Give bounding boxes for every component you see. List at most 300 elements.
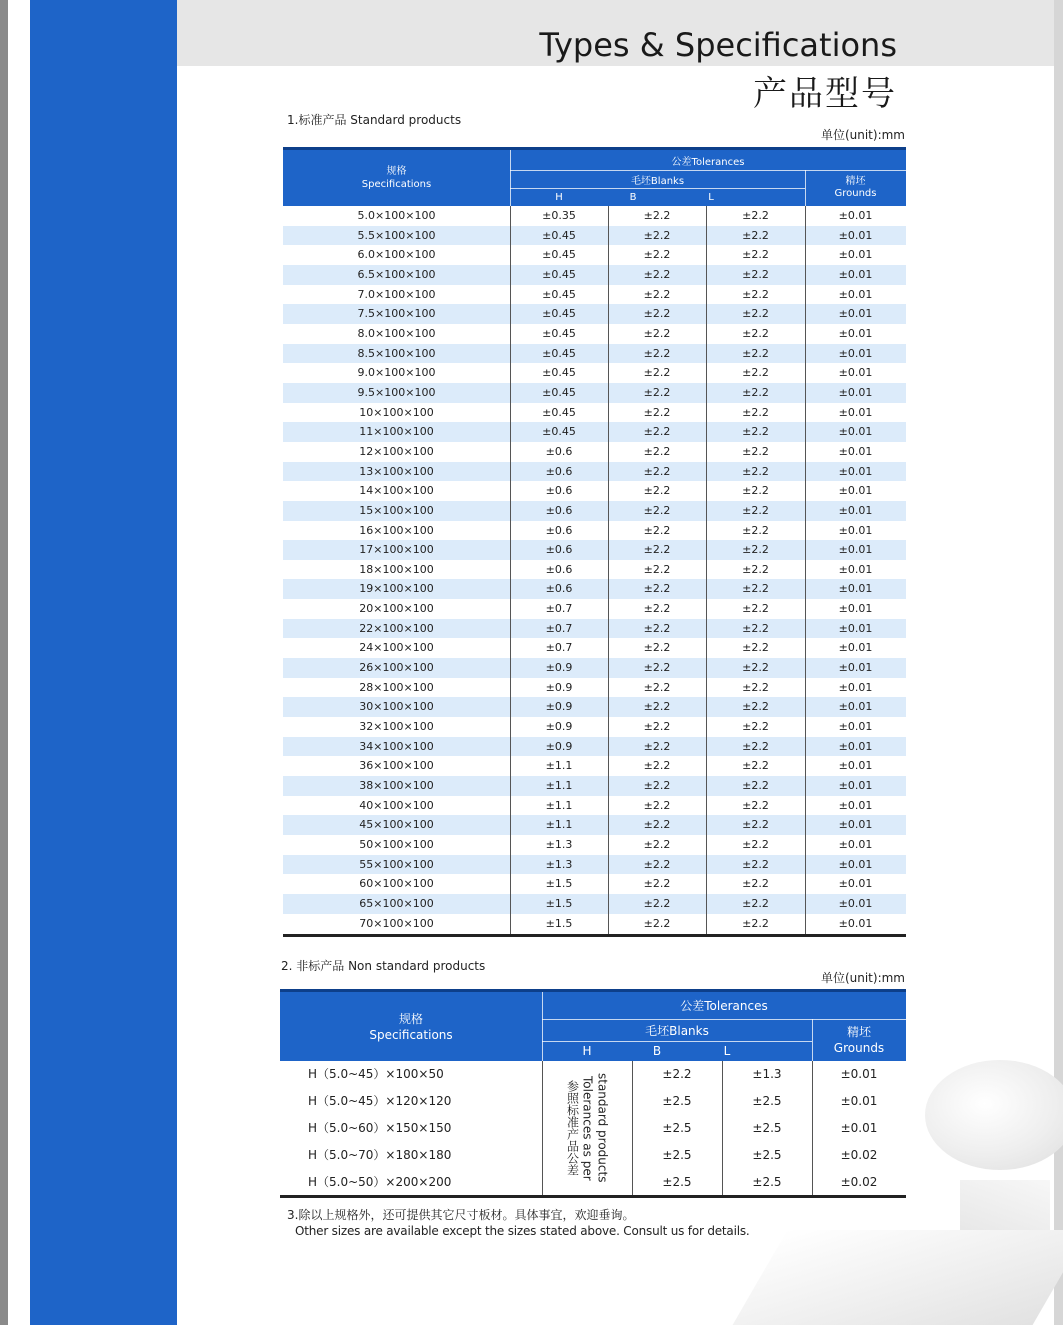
l-cell: ±2.2 bbox=[742, 700, 769, 714]
spec-cell: 7.0×100×100 bbox=[357, 287, 436, 301]
spec-cell: 36×100×100 bbox=[359, 759, 434, 773]
spec-cell: H（5.0~45）×100×50 bbox=[308, 1067, 444, 1081]
table-row bbox=[283, 226, 906, 246]
h-cell: ±0.6 bbox=[545, 562, 573, 576]
grounds-cell: ±0.01 bbox=[840, 1067, 878, 1081]
b-cell: ±2.2 bbox=[643, 484, 671, 498]
h-cell: ±0.45 bbox=[542, 267, 576, 281]
nonstandard-table-bottom-rule bbox=[280, 1195, 906, 1198]
h-cell: ±1.1 bbox=[545, 779, 573, 793]
l-cell: ±2.2 bbox=[742, 602, 769, 616]
table-row bbox=[283, 756, 906, 776]
h-cell: ±0.45 bbox=[542, 385, 576, 399]
l-cell: ±2.2 bbox=[742, 621, 769, 635]
h-cell: ±1.5 bbox=[545, 916, 573, 930]
spec-cell: 55×100×100 bbox=[359, 857, 434, 871]
table-row bbox=[283, 304, 906, 324]
l-cell: ±2.2 bbox=[742, 366, 769, 380]
h-cell: ±0.9 bbox=[545, 739, 573, 753]
grounds-cell: ±0.01 bbox=[838, 857, 873, 871]
b-cell: ±2.2 bbox=[643, 602, 671, 616]
l-cell: ±1.3 bbox=[752, 1067, 782, 1081]
b-cell: ±2.2 bbox=[643, 425, 671, 439]
spec-cell: H（5.0~70）×180×180 bbox=[308, 1148, 452, 1162]
b-cell: ±2.2 bbox=[643, 385, 671, 399]
h-tolerance-merged-cell bbox=[542, 1061, 632, 1195]
grounds-header-cn: 精坯 bbox=[845, 176, 866, 187]
spec-cell: 16×100×100 bbox=[359, 523, 434, 537]
grounds-cell: ±0.01 bbox=[838, 228, 873, 242]
b-cell: ±2.2 bbox=[643, 228, 671, 242]
h-cell: ±0.6 bbox=[545, 523, 573, 537]
tolerances-header-2: 公差Tolerances bbox=[680, 999, 768, 1013]
b-cell: ±2.2 bbox=[643, 916, 671, 930]
merged-note-cn: 参照标准产品公差 bbox=[565, 1080, 580, 1176]
spec-cell: 45×100×100 bbox=[359, 818, 434, 832]
l-cell: ±2.5 bbox=[752, 1175, 782, 1189]
table-row bbox=[283, 245, 906, 265]
grounds-cell: ±0.01 bbox=[838, 621, 873, 635]
page-title-en: Types & Specifications bbox=[539, 26, 897, 64]
spec-cell: 7.5×100×100 bbox=[357, 307, 436, 321]
spec-cell: H（5.0~50）×200×200 bbox=[308, 1175, 452, 1189]
merged-note-en-1: Tolerances as per bbox=[580, 1075, 595, 1181]
l-cell: ±2.2 bbox=[742, 444, 769, 458]
table-row bbox=[283, 697, 906, 717]
l-cell: ±2.2 bbox=[742, 838, 769, 851]
l-cell: ±2.2 bbox=[742, 543, 769, 557]
h-cell: ±0.6 bbox=[545, 444, 573, 458]
table-row bbox=[283, 501, 906, 521]
spec-cell: 18×100×100 bbox=[359, 562, 434, 576]
standard-section-title: 1.标准产品 Standard products bbox=[287, 113, 462, 127]
b-cell: ±2.2 bbox=[643, 464, 671, 478]
table-row bbox=[283, 285, 906, 305]
l-cell: ±2.2 bbox=[742, 582, 769, 596]
grounds-header-2 bbox=[812, 1019, 906, 1061]
tolerances-header: 公差Tolerances bbox=[671, 156, 745, 168]
spec-cell: 6.0×100×100 bbox=[357, 248, 436, 262]
standard-unit-label: 单位(unit):mm bbox=[820, 128, 905, 142]
l-cell: ±2.2 bbox=[742, 326, 769, 340]
header-divider bbox=[542, 1041, 812, 1042]
b-cell: ±2.2 bbox=[643, 287, 671, 301]
l-cell: ±2.2 bbox=[742, 346, 769, 360]
header-divider bbox=[510, 170, 906, 171]
b-header: B bbox=[629, 191, 637, 203]
l-cell: ±2.2 bbox=[742, 484, 769, 498]
table-row bbox=[283, 265, 906, 285]
spec-cell: 20×100×100 bbox=[359, 602, 434, 616]
b-cell: ±2.5 bbox=[662, 1148, 692, 1162]
column-divider bbox=[812, 1061, 813, 1196]
spec-cell: 50×100×100 bbox=[359, 838, 434, 851]
spec-header bbox=[283, 150, 510, 206]
decorative-slab bbox=[733, 1230, 1063, 1325]
h-cell: ±0.9 bbox=[545, 700, 573, 714]
h-cell: ±0.45 bbox=[542, 405, 576, 419]
blanks-header-2: 毛坯Blanks bbox=[645, 1023, 709, 1038]
l-cell: ±2.2 bbox=[742, 779, 769, 793]
l-cell: ±2.2 bbox=[742, 523, 769, 537]
spec-cell: 8.0×100×100 bbox=[357, 326, 436, 340]
header-divider bbox=[510, 150, 511, 206]
spec-header-2-en: Specifications bbox=[369, 1027, 453, 1042]
grounds-cell: ±0.01 bbox=[838, 916, 873, 930]
spec-cell: 17×100×100 bbox=[359, 543, 434, 557]
l-cell: ±2.2 bbox=[742, 916, 769, 930]
nonstandard-section-title: 2. 非标产品 Non standard products bbox=[281, 959, 486, 973]
table-row bbox=[283, 717, 906, 737]
table-row bbox=[283, 462, 906, 482]
h-cell: ±0.45 bbox=[542, 346, 576, 360]
spec-cell: 10×100×100 bbox=[359, 405, 434, 419]
header-divider bbox=[542, 992, 543, 1061]
b-cell: ±2.2 bbox=[643, 720, 671, 734]
header-divider bbox=[542, 1019, 906, 1020]
l-cell: ±2.2 bbox=[742, 405, 769, 419]
b-cell: ±2.2 bbox=[643, 543, 671, 557]
table-row bbox=[283, 422, 906, 442]
column-divider bbox=[608, 206, 609, 935]
b-cell: ±2.2 bbox=[643, 503, 671, 517]
table-row bbox=[283, 324, 906, 344]
grounds-cell: ±0.01 bbox=[838, 444, 873, 458]
table-row bbox=[283, 344, 906, 364]
decorative-disc bbox=[925, 1060, 1063, 1170]
spec-cell: 14×100×100 bbox=[359, 484, 434, 498]
spec-cell: 6.5×100×100 bbox=[357, 267, 436, 281]
l-cell: ±2.2 bbox=[742, 818, 769, 832]
b-cell: ±2.2 bbox=[643, 366, 671, 380]
l-cell: ±2.2 bbox=[742, 385, 769, 399]
h-cell: ±0.7 bbox=[545, 621, 573, 635]
grounds-cell: ±0.01 bbox=[838, 877, 873, 891]
spec-cell: 11×100×100 bbox=[359, 425, 434, 439]
h-cell: ±0.45 bbox=[542, 287, 576, 301]
table-row bbox=[283, 894, 906, 914]
l-cell: ±2.2 bbox=[742, 720, 769, 734]
h-cell: ±0.7 bbox=[545, 602, 573, 616]
blanks-header: 毛坯Blanks bbox=[630, 175, 685, 187]
l-cell: ±2.2 bbox=[742, 739, 769, 753]
grounds-cell: ±0.01 bbox=[838, 307, 873, 321]
b-cell: ±2.2 bbox=[643, 641, 671, 655]
b-cell: ±2.2 bbox=[643, 562, 671, 576]
table-row bbox=[283, 914, 906, 934]
table-row bbox=[283, 383, 906, 403]
l-cell: ±2.2 bbox=[742, 287, 769, 301]
spec-cell: 34×100×100 bbox=[359, 739, 434, 753]
h-cell: ±1.3 bbox=[545, 857, 573, 871]
spec-cell: 22×100×100 bbox=[359, 621, 434, 635]
column-divider bbox=[722, 1061, 723, 1196]
spec-header-cn: 规格 bbox=[386, 166, 407, 177]
table-row bbox=[283, 796, 906, 816]
h-cell: ±0.6 bbox=[545, 543, 573, 557]
page-title-cn: 产品型号 bbox=[753, 74, 897, 114]
column-divider bbox=[805, 206, 806, 935]
grounds-cell: ±0.01 bbox=[838, 838, 873, 851]
note-en: Other sizes are available except the sizes stated above. Consult us for details. bbox=[295, 1224, 750, 1238]
spec-cell: 70×100×100 bbox=[359, 916, 434, 930]
h-cell: ±1.3 bbox=[545, 838, 573, 851]
grounds-cell: ±0.01 bbox=[838, 818, 873, 832]
table-row bbox=[283, 737, 906, 757]
column-divider bbox=[632, 1061, 633, 1196]
grounds-header-2-en: Grounds bbox=[833, 1041, 885, 1055]
h-cell: ±1.5 bbox=[545, 877, 573, 891]
b-cell: ±2.2 bbox=[643, 661, 671, 675]
b-cell: ±2.2 bbox=[643, 209, 671, 222]
grounds-cell: ±0.01 bbox=[838, 287, 873, 301]
standard-table-body bbox=[283, 206, 906, 933]
l-cell: ±2.2 bbox=[742, 661, 769, 675]
header-divider bbox=[812, 1019, 813, 1061]
note-cn: 3.除以上规格外，还可提供其它尺寸板材。具体事宜，欢迎垂询。 bbox=[287, 1208, 635, 1222]
spec-cell: 60×100×100 bbox=[359, 877, 434, 891]
l-cell: ±2.2 bbox=[742, 267, 769, 281]
grounds-cell: ±0.01 bbox=[838, 739, 873, 753]
b-cell: ±2.2 bbox=[643, 798, 671, 812]
grounds-cell: ±0.01 bbox=[838, 523, 873, 537]
grounds-cell: ±0.01 bbox=[838, 602, 873, 616]
table-row bbox=[283, 540, 906, 560]
grounds-header bbox=[805, 170, 906, 206]
grounds-cell: ±0.01 bbox=[838, 680, 873, 694]
b-cell: ±2.2 bbox=[643, 307, 671, 321]
h-cell: ±0.45 bbox=[542, 366, 576, 380]
grounds-cell: ±0.01 bbox=[838, 896, 873, 910]
l-cell: ±2.2 bbox=[742, 228, 769, 242]
l-cell: ±2.2 bbox=[742, 641, 769, 655]
spec-cell: 13×100×100 bbox=[359, 464, 434, 478]
b-cell: ±2.2 bbox=[643, 739, 671, 753]
l-cell: ±2.2 bbox=[742, 857, 769, 871]
h-cell: ±1.1 bbox=[545, 818, 573, 832]
spec-cell: 5.5×100×100 bbox=[357, 228, 436, 242]
standard-table-header bbox=[283, 147, 906, 206]
table-row bbox=[283, 206, 906, 226]
b-cell: ±2.2 bbox=[643, 838, 671, 851]
grounds-cell: ±0.01 bbox=[838, 346, 873, 360]
grounds-cell: ±0.01 bbox=[838, 582, 873, 596]
h-cell: ±1.1 bbox=[545, 798, 573, 812]
h-cell: ±0.6 bbox=[545, 582, 573, 596]
table-row bbox=[283, 521, 906, 541]
h-cell: ±0.6 bbox=[545, 503, 573, 517]
nonstandard-unit-label: 单位(unit):mm bbox=[820, 971, 905, 985]
l-cell: ±2.2 bbox=[742, 896, 769, 910]
b-cell: ±2.2 bbox=[643, 444, 671, 458]
l-cell: ±2.5 bbox=[752, 1094, 782, 1108]
grounds-header-en: Grounds bbox=[834, 188, 877, 199]
table-row bbox=[283, 678, 906, 698]
column-divider bbox=[706, 206, 707, 935]
h-cell: ±0.35 bbox=[542, 209, 576, 222]
h-cell: ±1.1 bbox=[545, 759, 573, 773]
h-cell: ±0.6 bbox=[545, 484, 573, 498]
h-cell: ±0.45 bbox=[542, 307, 576, 321]
nonstandard-table-header bbox=[280, 989, 906, 1061]
grounds-cell: ±0.01 bbox=[838, 385, 873, 399]
b-cell: ±2.2 bbox=[643, 582, 671, 596]
h-header-2: H bbox=[582, 1044, 592, 1058]
b-cell: ±2.5 bbox=[662, 1175, 692, 1189]
column-divider bbox=[542, 1061, 543, 1196]
grounds-cell: ±0.01 bbox=[840, 1094, 878, 1108]
grounds-cell: ±0.01 bbox=[838, 209, 873, 222]
b-cell: ±2.5 bbox=[662, 1094, 692, 1108]
table-row bbox=[283, 855, 906, 875]
table-row bbox=[283, 599, 906, 619]
l-header-2: L bbox=[723, 1044, 731, 1058]
b-cell: ±2.2 bbox=[643, 680, 671, 694]
b-header-2: B bbox=[652, 1044, 662, 1058]
table-row bbox=[283, 619, 906, 639]
spec-cell: H（5.0~45）×120×120 bbox=[308, 1094, 452, 1108]
h-cell: ±0.45 bbox=[542, 248, 576, 262]
spec-cell: 26×100×100 bbox=[359, 661, 434, 675]
h-cell: ±0.45 bbox=[542, 228, 576, 242]
standard-table-bottom-rule bbox=[283, 934, 906, 937]
b-cell: ±2.2 bbox=[643, 818, 671, 832]
grounds-cell: ±0.01 bbox=[838, 720, 873, 734]
grounds-header-2-cn: 精坯 bbox=[846, 1025, 871, 1039]
b-cell: ±2.5 bbox=[662, 1121, 692, 1135]
grounds-cell: ±0.01 bbox=[838, 543, 873, 557]
b-cell: ±2.2 bbox=[643, 896, 671, 910]
spec-cell: 8.5×100×100 bbox=[357, 346, 436, 360]
grounds-cell: ±0.02 bbox=[840, 1148, 878, 1162]
table-row bbox=[283, 776, 906, 796]
h-cell: ±1.5 bbox=[545, 896, 573, 910]
grounds-cell: ±0.01 bbox=[838, 484, 873, 498]
l-cell: ±2.2 bbox=[742, 759, 769, 773]
h-cell: ±0.45 bbox=[542, 425, 576, 439]
header-divider bbox=[510, 188, 805, 189]
page-left-edge bbox=[0, 0, 8, 1325]
l-cell: ±2.2 bbox=[742, 209, 769, 222]
l-cell: ±2.2 bbox=[742, 307, 769, 321]
grounds-cell: ±0.01 bbox=[838, 267, 873, 281]
l-cell: ±2.2 bbox=[742, 248, 769, 262]
spec-header-2-cn: 规格 bbox=[398, 1011, 423, 1026]
l-cell: ±2.5 bbox=[752, 1148, 782, 1162]
table-row bbox=[283, 403, 906, 423]
spec-cell: 9.0×100×100 bbox=[357, 366, 436, 380]
grounds-cell: ±0.01 bbox=[840, 1121, 878, 1135]
grounds-cell: ±0.01 bbox=[838, 248, 873, 262]
b-cell: ±2.2 bbox=[643, 346, 671, 360]
grounds-cell: ±0.01 bbox=[838, 641, 873, 655]
spec-cell: 30×100×100 bbox=[359, 700, 434, 714]
l-cell: ±2.2 bbox=[742, 680, 769, 694]
b-cell: ±2.2 bbox=[643, 779, 671, 793]
h-cell: ±0.9 bbox=[545, 661, 573, 675]
b-cell: ±2.2 bbox=[643, 326, 671, 340]
h-cell: ±0.9 bbox=[545, 680, 573, 694]
l-cell: ±2.2 bbox=[742, 425, 769, 439]
spec-header-en: Specifications bbox=[361, 179, 432, 190]
table-row bbox=[283, 658, 906, 678]
grounds-cell: ±0.01 bbox=[838, 700, 873, 714]
spec-cell: 12×100×100 bbox=[359, 444, 434, 458]
b-cell: ±2.2 bbox=[643, 405, 671, 419]
spec-cell: 15×100×100 bbox=[359, 503, 434, 517]
h-cell: ±0.6 bbox=[545, 464, 573, 478]
table-row bbox=[283, 481, 906, 501]
b-cell: ±2.2 bbox=[643, 267, 671, 281]
b-cell: ±2.2 bbox=[643, 621, 671, 635]
b-cell: ±2.2 bbox=[643, 523, 671, 537]
grounds-cell: ±0.01 bbox=[838, 464, 873, 478]
b-cell: ±2.2 bbox=[643, 700, 671, 714]
table-row bbox=[283, 579, 906, 599]
b-cell: ±2.2 bbox=[643, 877, 671, 891]
grounds-cell: ±0.01 bbox=[838, 366, 873, 380]
table-row bbox=[283, 638, 906, 658]
grounds-cell: ±0.01 bbox=[838, 562, 873, 576]
grounds-cell: ±0.01 bbox=[838, 326, 873, 340]
grounds-cell: ±0.01 bbox=[838, 661, 873, 675]
table-row bbox=[283, 560, 906, 580]
l-cell: ±2.2 bbox=[742, 798, 769, 812]
h-cell: ±0.9 bbox=[545, 720, 573, 734]
spec-cell: H（5.0~60）×150×150 bbox=[308, 1121, 452, 1135]
merged-note-en-2: standard products bbox=[595, 1073, 610, 1183]
l-header: L bbox=[708, 191, 714, 203]
l-cell: ±2.2 bbox=[742, 503, 769, 517]
grounds-cell: ±0.01 bbox=[838, 405, 873, 419]
spec-header-2 bbox=[280, 992, 542, 1061]
table-row bbox=[283, 815, 906, 835]
spec-cell: 65×100×100 bbox=[359, 896, 434, 910]
b-cell: ±2.2 bbox=[643, 759, 671, 773]
l-cell: ±2.2 bbox=[742, 562, 769, 576]
grounds-cell: ±0.01 bbox=[838, 759, 873, 773]
h-cell: ±0.45 bbox=[542, 326, 576, 340]
table-row bbox=[283, 835, 906, 855]
spec-cell: 24×100×100 bbox=[359, 641, 434, 655]
grounds-cell: ±0.01 bbox=[838, 425, 873, 439]
h-cell: ±0.7 bbox=[545, 641, 573, 655]
table-row bbox=[283, 442, 906, 462]
l-cell: ±2.2 bbox=[742, 464, 769, 478]
l-cell: ±2.2 bbox=[742, 877, 769, 891]
spec-cell: 32×100×100 bbox=[359, 720, 434, 734]
b-cell: ±2.2 bbox=[643, 248, 671, 262]
grounds-cell: ±0.02 bbox=[840, 1175, 878, 1189]
grounds-cell: ±0.01 bbox=[838, 779, 873, 793]
spec-cell: 5.0×100×100 bbox=[357, 209, 436, 222]
header-divider bbox=[805, 170, 806, 206]
brand-blue-strip bbox=[30, 0, 177, 1325]
spec-cell: 19×100×100 bbox=[359, 582, 434, 596]
spec-cell: 38×100×100 bbox=[359, 779, 434, 793]
b-cell: ±2.2 bbox=[662, 1067, 692, 1081]
h-header: H bbox=[555, 191, 563, 203]
b-cell: ±2.2 bbox=[643, 857, 671, 871]
spec-cell: 28×100×100 bbox=[359, 680, 434, 694]
spec-cell: 9.5×100×100 bbox=[357, 385, 436, 399]
grounds-cell: ±0.01 bbox=[838, 503, 873, 517]
grounds-cell: ±0.01 bbox=[838, 798, 873, 812]
table-row bbox=[283, 874, 906, 894]
column-divider bbox=[510, 206, 511, 935]
table-row bbox=[283, 363, 906, 383]
l-cell: ±2.5 bbox=[752, 1121, 782, 1135]
